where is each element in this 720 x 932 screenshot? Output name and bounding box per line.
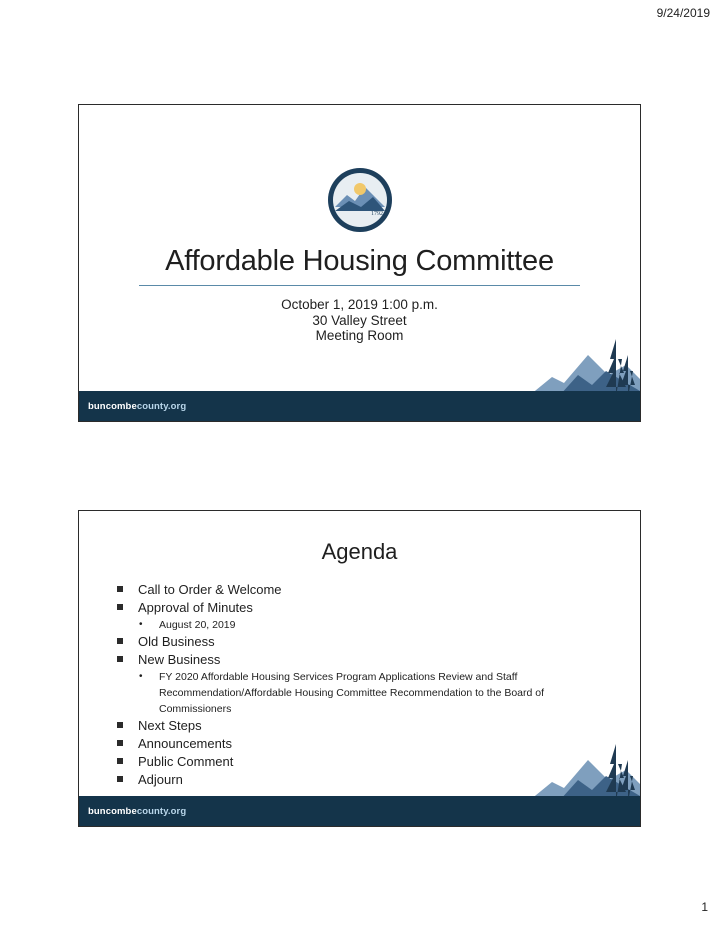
- square-bullet-icon: [117, 656, 123, 662]
- slide-footer: [79, 796, 640, 826]
- slide-title: Agenda: [321, 539, 398, 564]
- page-number: 1: [701, 900, 708, 914]
- footer-brand: buncombecounty.org: [88, 806, 187, 817]
- square-bullet-icon: [117, 722, 123, 728]
- agenda-slide: [78, 510, 641, 827]
- list-item: Next Steps: [117, 717, 617, 735]
- title-divider: [139, 285, 580, 286]
- meeting-datetime: October 1, 2019 1:00 p.m.: [281, 297, 438, 312]
- slide-footer: [79, 391, 640, 421]
- mountain-tree-graphic: [530, 325, 640, 397]
- sub-list-item: • FY 2020 Affordable Housing Services Program Applications Review and Staff Recommendation/Affordable Housing Committee Recommendation to the Board of Commissioners: [139, 671, 545, 715]
- meeting-room: Meeting Room: [315, 328, 404, 343]
- county-seal-logo: [327, 167, 393, 233]
- list-item: Old Business: [117, 633, 617, 651]
- square-bullet-icon: [117, 740, 123, 746]
- square-bullet-icon: [117, 758, 123, 764]
- slide-title: Affordable Housing Committee: [165, 245, 554, 277]
- list-item: Call to Order & Welcome: [117, 581, 617, 599]
- list-item: Approval of Minutes: [117, 599, 617, 617]
- mountain-tree-graphic: [530, 730, 640, 802]
- footer-brand: buncombecounty.org: [88, 401, 187, 412]
- square-bullet-icon: [117, 638, 123, 644]
- meeting-address: 30 Valley Street: [312, 312, 407, 328]
- svg-text:1792: 1792: [371, 211, 383, 217]
- square-bullet-icon: [117, 586, 123, 592]
- dot-bullet-icon: •: [139, 671, 143, 682]
- title-slide: [78, 104, 641, 422]
- square-bullet-icon: [117, 604, 123, 610]
- list-item: Announcements: [117, 735, 617, 753]
- list-item: New Business: [117, 651, 617, 669]
- sub-list-item: • August 20, 2019: [139, 619, 236, 631]
- list-item: Adjourn: [117, 771, 617, 789]
- page-date: 9/24/2019: [656, 6, 710, 20]
- square-bullet-icon: [117, 776, 123, 782]
- dot-bullet-icon: •: [139, 619, 143, 630]
- list-item: Public Comment: [117, 753, 617, 771]
